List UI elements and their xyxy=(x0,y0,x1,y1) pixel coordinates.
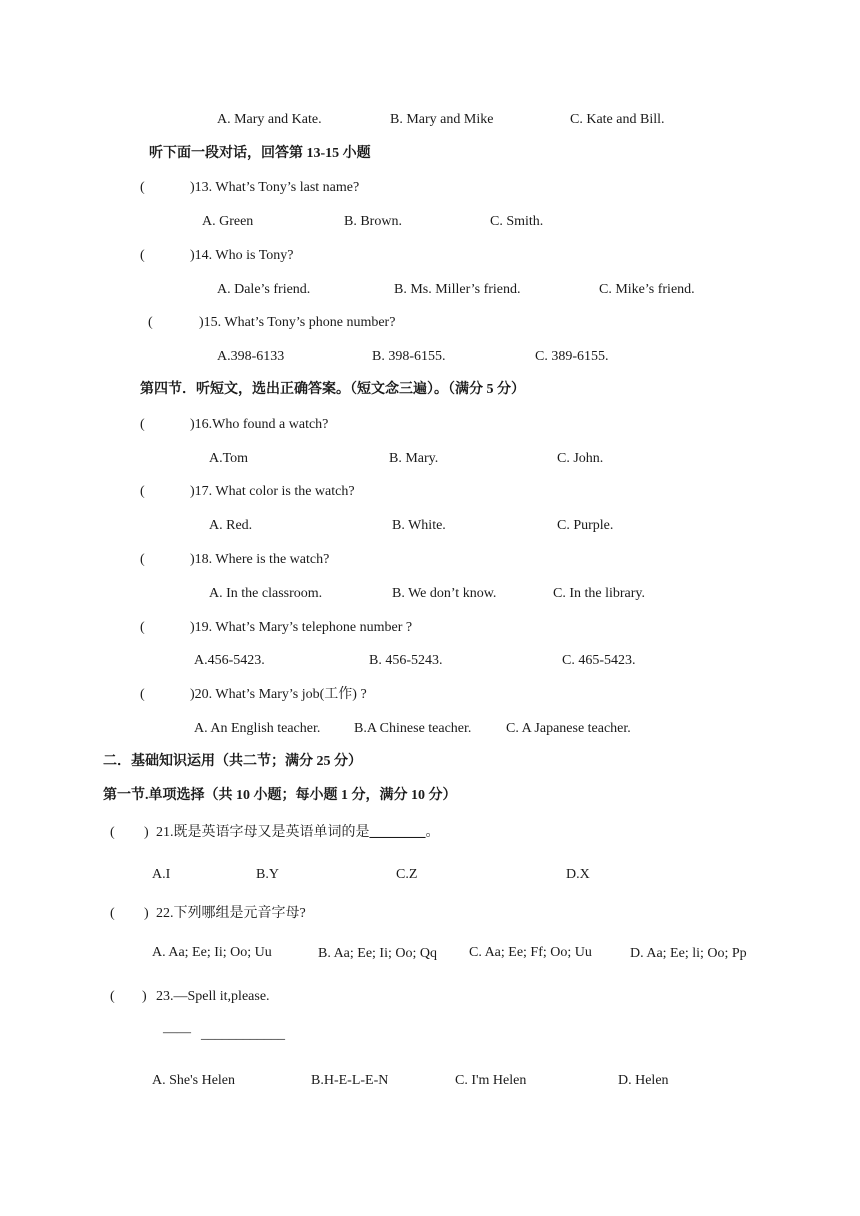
q21-option-b: B.Y xyxy=(256,867,279,882)
q18-option-c: C. In the library. xyxy=(553,586,646,601)
q15-answer-paren: ( xyxy=(148,315,153,330)
q19-option-a: A.456-5423. xyxy=(194,653,265,668)
q18-option-b: B. We don’t know. xyxy=(392,586,497,601)
q22-answer-paren-close: ) xyxy=(144,906,149,921)
q23-answer-paren-close: ) xyxy=(142,989,147,1004)
q22-option-b: B. Aa; Ee; Ii; Oo; Qq xyxy=(318,946,437,961)
q15-option-a: A.398-6133 xyxy=(217,349,285,364)
q18-answer-paren: ( xyxy=(140,552,145,567)
q14-option-c: C. Mike’s friend. xyxy=(599,282,695,297)
q21-option-c: C.Z xyxy=(396,867,418,882)
q15-text: )15. What’s Tony’s phone number? xyxy=(199,315,396,330)
q23-answer-paren-open: ( xyxy=(110,989,115,1004)
q16-option-c: C. John. xyxy=(557,451,604,466)
q23-reply-dash: —— xyxy=(163,1025,191,1040)
q19-text: )19. What’s Mary’s telephone number ? xyxy=(190,620,413,635)
q22-option-a: A. Aa; Ee; Ii; Oo; Uu xyxy=(152,945,272,960)
q21-option-d: D.X xyxy=(566,867,590,882)
q23-option-d: D. Helen xyxy=(618,1073,669,1088)
q14-option-a: A. Dale’s friend. xyxy=(217,282,311,297)
q20-option-b: B.A Chinese teacher. xyxy=(354,721,472,736)
q17-option-a: A. Red. xyxy=(209,518,253,533)
q21-option-a: A.I xyxy=(152,867,171,882)
q21-answer-paren-open: ( xyxy=(110,825,115,840)
q19-answer-paren: ( xyxy=(140,620,145,635)
q21-blank: ________ xyxy=(369,825,426,840)
q16-option-a: A.Tom xyxy=(209,451,249,466)
q16-text: )16.Who found a watch? xyxy=(190,417,329,432)
q21-stem: 21.既是英语字母又是英语单词的是 xyxy=(156,825,370,840)
instruction-13-15: 听下面一段对话，回答第 13-15 小题 xyxy=(149,146,371,161)
q18-text: )18. Where is the watch? xyxy=(190,552,330,567)
q13-option-b: B. Brown. xyxy=(344,214,402,229)
q20-option-a: A. An English teacher. xyxy=(194,721,321,736)
q17-option-c: C. Purple. xyxy=(557,518,614,533)
q13-option-a: A. Green xyxy=(202,214,254,229)
q14-answer-paren: ( xyxy=(140,248,145,263)
q23-option-c: C. I'm Helen xyxy=(455,1073,527,1088)
q13-option-c: C. Smith. xyxy=(490,214,544,229)
q22-option-d: D. Aa; Ee; li; Oo; Pp xyxy=(630,946,747,961)
q20-text: )20. What’s Mary’s job(工作) ? xyxy=(190,687,367,702)
q21-text xyxy=(156,824,440,842)
part2-section1-heading: 第一节.单项选择（共 10 小题；每小题 1 分，满分 10 分） xyxy=(103,788,457,803)
q13-answer-paren: ( xyxy=(140,180,145,195)
q20-answer-paren: ( xyxy=(140,687,145,702)
q13-text: )13. What’s Tony’s last name? xyxy=(190,180,360,195)
q21-answer-paren-close: ) xyxy=(144,825,149,840)
q19-option-b: B. 456-5243. xyxy=(369,653,443,668)
q15-option-c: C. 389-6155. xyxy=(535,349,609,364)
q20-option-c: C. A Japanese teacher. xyxy=(506,721,631,736)
q22-answer-paren-open: ( xyxy=(110,906,115,921)
q15-option-b: B. 398-6155. xyxy=(372,349,446,364)
q23-option-b: B.H-E-L-E-N xyxy=(311,1073,389,1088)
q19-option-c: C. 465-5423. xyxy=(562,653,636,668)
q17-answer-paren: ( xyxy=(140,484,145,499)
q17-text: )17. What color is the watch? xyxy=(190,484,355,499)
q23-reply-blank: ____________ xyxy=(201,1027,285,1042)
q23-option-a: A. She's Helen xyxy=(152,1073,236,1088)
q12-option-b: B. Mary and Mike xyxy=(390,112,494,127)
part2-heading: 二．基础知识运用（共二节；满分 25 分） xyxy=(103,754,362,769)
q17-option-b: B. White. xyxy=(392,518,446,533)
q22-text: 22.下列哪组是元音字母? xyxy=(156,906,306,921)
q21-end: 。 xyxy=(425,825,440,840)
q12-option-a: A. Mary and Kate. xyxy=(217,112,322,127)
section4-heading: 第四节．听短文，选出正确答案。（短文念三遍）。（满分 5 分） xyxy=(140,382,525,397)
q14-text: )14. Who is Tony? xyxy=(190,248,294,263)
q16-option-b: B. Mary. xyxy=(389,451,439,466)
q14-option-b: B. Ms. Miller’s friend. xyxy=(394,282,521,297)
q18-option-a: A. In the classroom. xyxy=(209,586,323,601)
q23-text: 23.—Spell it,please. xyxy=(156,989,270,1004)
q12-option-c: C. Kate and Bill. xyxy=(570,112,665,127)
q16-answer-paren: ( xyxy=(140,417,145,432)
q22-option-c: C. Aa; Ee; Ff; Oo; Uu xyxy=(469,945,592,960)
